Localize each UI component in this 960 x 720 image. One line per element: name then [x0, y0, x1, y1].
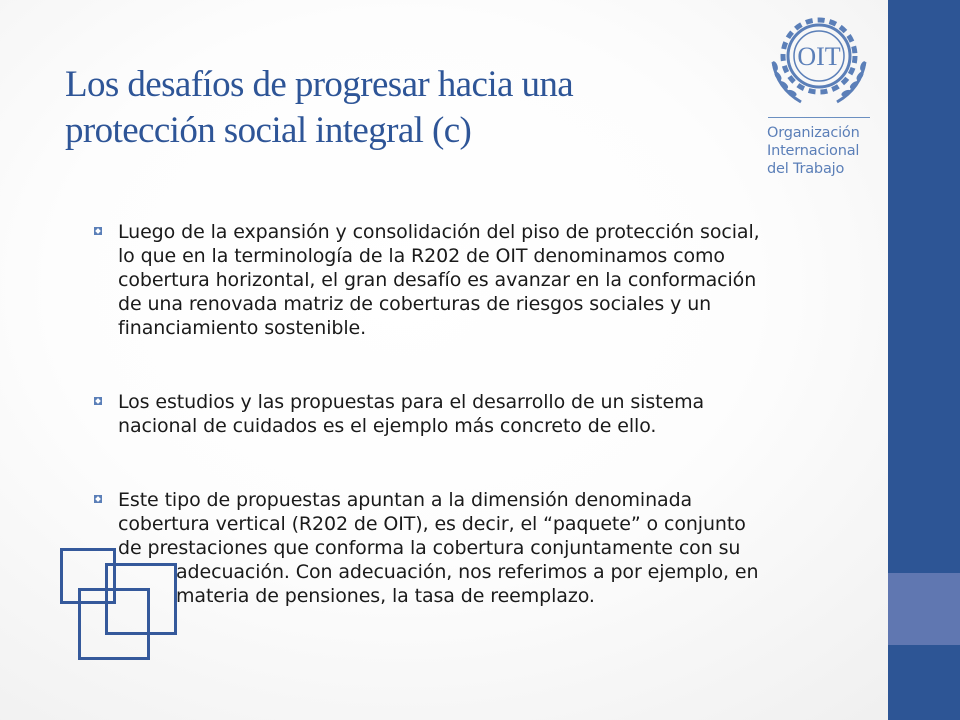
oit-emblem-icon [767, 8, 871, 112]
title-line: Los desafíos de progresar hacia una [65, 64, 574, 105]
bullet-marker-icon [94, 495, 102, 503]
bullet-line: financiamiento sostenible. [118, 317, 367, 339]
bullet-line: materia de pensiones, la tasa de reemplazo. [176, 585, 595, 607]
bullet-item [90, 220, 860, 340]
bullet-line: cobertura vertical (R202 de OIT), es decir, el “paquete” o conjunto [118, 513, 746, 535]
overlapping-squares-icon [60, 548, 180, 663]
oit-logo [755, 6, 880, 186]
bullet-line: cobertura horizontal, el gran desafío es avanzar en la conformación [118, 269, 757, 291]
side-bar-accent [888, 573, 960, 645]
title-line: protección social integral (c) [65, 110, 472, 151]
logo-divider [768, 117, 870, 118]
bullet-line: de una renovada matriz de coberturas de riesgos sociales y un [118, 293, 712, 315]
bullet-line: de prestaciones que conforma la cobertura conjuntamente con su [118, 537, 741, 559]
bullet-line: Este tipo de propuestas apuntan a la dimensión denominada [118, 489, 693, 511]
bullet-line: nacional de cuidados es el ejemplo más concreto de ello. [118, 415, 657, 437]
bullet-line: lo que en la terminología de la R202 de OIT denominamos como [118, 245, 725, 267]
bullet-marker-icon [94, 227, 102, 235]
bullet-line: Los estudios y las propuestas para el desarrollo de un sistema [118, 391, 705, 413]
square-outline [78, 588, 150, 660]
bullet-list [90, 220, 860, 658]
logo-name-line: del Trabajo [767, 161, 845, 177]
bullet-line: Luego de la expansión y consolidación del piso de protección social, [118, 221, 760, 243]
bullet-line: adecuación. Con adecuación, nos referimos a por ejemplo, en [176, 561, 759, 583]
logo-name-line: Organización [767, 125, 860, 141]
bullet-item [90, 390, 860, 438]
logo-acronym: OIT [797, 42, 841, 71]
bullet-item [90, 488, 860, 608]
slide-title [65, 62, 705, 154]
logo-name [767, 124, 882, 178]
logo-name-line: Internacional [767, 143, 860, 159]
bullet-marker-icon [94, 397, 102, 405]
